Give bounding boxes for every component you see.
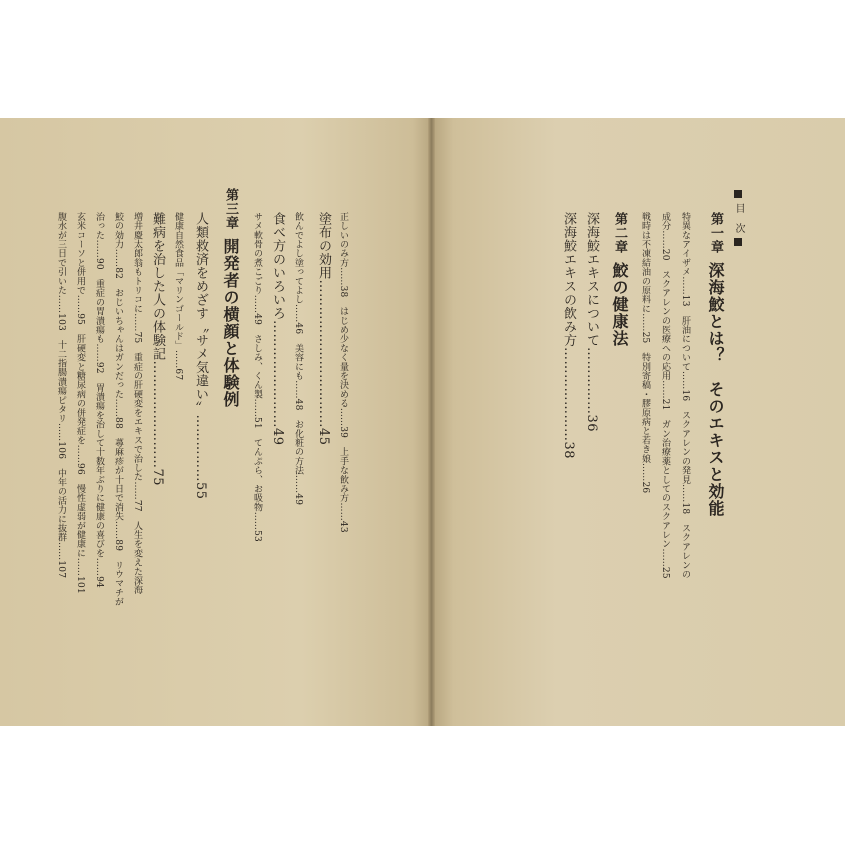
chapter3-title: 開発者の横顔と体験例 [221, 238, 240, 408]
chapter1-label: 第一章 [708, 212, 723, 254]
chapter2-heading [611, 212, 627, 347]
chapter1-title: 深海鮫とは？ そのエキスと効能 [706, 262, 725, 517]
header-ornament-icon [734, 190, 742, 198]
book-gutter [428, 118, 435, 726]
chapter1-line3: 戦時は不凍結油の原料に……25 特別寄稿・膠原病と若き娘……26 [640, 212, 650, 494]
chapter1-heading [707, 212, 723, 517]
contents-title: 目 次 [733, 203, 744, 234]
chapter3-line3: 治った……90 重症の胃潰瘍も……92 胃潰瘍を治して十数年ぶりに健康の喜びを……94 [94, 212, 104, 588]
chapter3-line4: 玄米コーソと併用で……95 肝硬変と糖尿病の併発症を……96 慢性虚弱が健康に……101 [75, 212, 85, 594]
entry-application-effect: 塗布の効用……………………………45 [316, 212, 331, 446]
entry-eating-methods: 食べ方のいろいろ……………………49 [270, 212, 285, 446]
contents-header [733, 188, 743, 248]
chapter3-entry3: 難病を治した人の体験記……………………75 [150, 212, 165, 487]
header-ornament-icon [734, 238, 742, 246]
entry-drink-and-apply: 飲んでよし塗ってよし……46 美容にも……48 お化粧の方法……49 [293, 212, 303, 506]
chapter3-heading [222, 188, 238, 408]
chapter1-line1: 特異なアイザメ……13 肝油について……16 スクアレンの発見……18 スクアレンの [680, 212, 690, 579]
chapter2-entry1: 深海鮫エキスについて……………36 [584, 212, 599, 433]
right-page [433, 118, 845, 726]
entry-correct-usage: 正しいのみ方……38 はじめ少なく量を決める……39 上手な飲み方……43 [338, 212, 348, 533]
chapter2-entry2: 深海鮫エキスの飲み方…………………38 [561, 212, 576, 460]
chapter3-line1: 増井慶太郎翁もトリコに……75 重症の肝硬変をエキスで治した……77 人生を変えた深海 [132, 212, 142, 595]
chapter1-line2: 成分……20 スクアレンの医療への応用……21 ガン治療薬としてのスクアレン……25 [660, 212, 670, 579]
entry-cartilage-dishes: サメ軟骨の煮こごり……49 さしみ、くん製……51 てんぷら、お吸物……53 [252, 212, 262, 542]
chapter3-entry1: 人類救済をめざす〝サメ気違い〟……………55 [193, 212, 208, 500]
chapter3-line2: 鮫の効力……82 おじいちゃんはガンだった……88 蕁麻疹が十日で消失……89 リウマチが [113, 212, 123, 607]
chapter3-entry2: 健康自然食品「マリンゴールド」……67 [173, 212, 183, 381]
chapter2-title: 鮫の健康法 [610, 262, 629, 347]
chapter3-line5: 腹水が三日で引いた……103 十二指腸潰瘍ピタリ……106 中年の活力に抜群……107 [56, 212, 66, 579]
chapter2-label: 第二章 [612, 212, 627, 254]
chapter3-label: 第三章 [223, 188, 238, 230]
